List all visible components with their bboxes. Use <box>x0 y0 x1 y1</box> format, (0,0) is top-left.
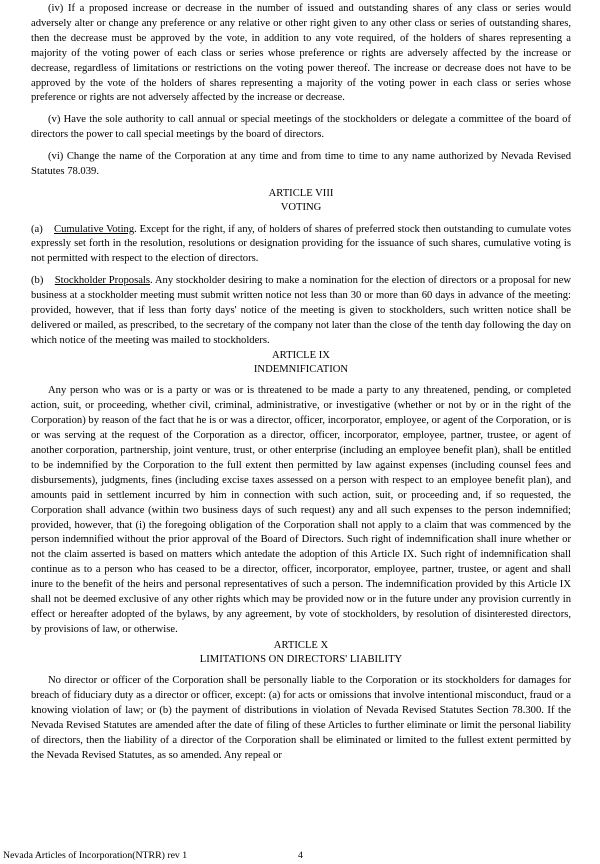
article-x-number: ARTICLE X <box>273 639 329 651</box>
document-page <box>31 2 571 764</box>
article-ix-title: INDEMNIFICATION <box>253 364 349 376</box>
section-a-text: . Except for the right, if any, of holders of shares of preferred stock then outstanding to cumulate votes expressly set forth in the resolution, resolutions or designation providing for the issuance of such shares, cumulative voting is not permitted with respect to the election of directors. <box>31 223 571 265</box>
article-viii-section-a <box>31 223 571 268</box>
section-a-heading: Cumulative Voting <box>54 223 135 235</box>
paragraph-v: (v) Have the sole authority to call annual or special meetings of the stockholders or delegate a committee of the board of directors the power to call special meetings by the board of directors. <box>31 114 571 141</box>
paragraph-vi: (vi) Change the name of the Corporation at any time and from time to time to any name authorized by Nevada Revised Statutes 78.039. <box>31 151 571 178</box>
section-b-text: . Any stockholder desiring to make a nomination for the election of directors or a proposal for new business at a stockholder meeting must submit written notice not less than 30 or more than 60 days in advance of the meeting: provided, however, that if less than forty days' notice of the meeting is given to stockholders, such written notice shall be delivered or mailed, as prescribed, to the secretary of the company not later than the close of the tenth day following the day on which notice of the meeting was mailed to stockholders. <box>31 275 572 346</box>
article-ix-heading <box>31 349 571 378</box>
footer-document-name: Nevada Articles of Incorporation(NTRR) rev 1 <box>3 850 188 861</box>
section-a-label: (a) <box>31 223 43 235</box>
article-viii-heading <box>31 187 571 216</box>
section-b-heading: Stockholder Proposals <box>54 275 150 287</box>
article-ix-body: Any person who was or is a party or was or is threatened to be made a party to any threatened, pending, or completed action, suit, or proceeding, whether civil, criminal, administrative, or investigative (whether or not by or in the right of the Corporation) by reason of the fact that he is or was a director, officer, incorporator, employee, or agent of the Corporation, or is or was serving at the request of the Corporation as a director, officer, incorporator, employee, partner, trustee, or agent of another corporation, partnership, joint venture, trust, or other enterprise (including an employee benefit plan), shall be entitled to be indemnified by the Corporation to the full extent then permitted by law against expenses (including counsel fees and disbursements), judgments, fines (including excise taxes assessed on a person with respect to an employee benefit plan), and amounts paid in settlement incurred by him in connection with such action, suit, or proceeding and, if so requested, the Corporation shall advance (within two business days of such request) any and all such expenses to the person indemnified; provided, however, that (i) the foregoing obligation of the Corporation shall not apply to a claim that was commenced by the person indemnified without the prior approval of the Board of Directors. Such right of indemnification shall inure whether or not the claim asserted is based on matters which antedate the adoption of this Article IX. Such right of indemnification shall continue as to a person who has ceased to be a director, officer, incorporator, employee, partner, trustee, or agent and shall inure to the benefit of the heirs and personal representatives of such a person. The indemnification provided by this Article IX shall not be deemed exclusive of any other rights which may be provided now or in the future under any provision currently in effect or hereafter adopted of the bylaws, by any agreement, by vote of stockholders, by resolution of disinterested directors, by provisions of law, or otherwise. <box>31 385 571 635</box>
article-x-title: LIMITATIONS ON DIRECTORS' LIABILITY <box>199 654 403 666</box>
article-viii-section-b <box>31 274 571 349</box>
paragraph-iv: (iv) If a proposed increase or decrease in the number of issued and outstanding shares of any class or series would adversely alter or change any preference or any relative or other right given to any other class or series of outstanding shares, then the decrease must be approved by the vote, in addition to any vote required, of the holders of shares representing a majority of the voting power of each class or series whose preference or rights are adversely affected by the increase or decrease, regardless of limitations or restrictions on the voting power thereof. The increase or decrease does not have to be approved by the vote of the holders of shares representing a majority of the voting power in each class or series whose preference or rights are not adversely affected by the increase or decrease. <box>31 3 571 104</box>
article-viii-title: VOTING <box>280 202 322 214</box>
footer-page-number: 4 <box>298 850 303 861</box>
article-x-heading <box>31 639 571 668</box>
article-ix-number: ARTICLE IX <box>272 349 330 361</box>
section-b-label: (b) <box>31 275 44 287</box>
article-x-body: No director or officer of the Corporation shall be personally liable to the Corporation or its stockholders for damages for breach of fiduciary duty as a director or officer, except: (a) for acts or omissions that involve intentional misconduct, fraud or a knowing violation of law; or (b) the payment of distributions in violation of Nevada Revised Statutes Section 78.300. If the Nevada Revised Statutes are amended after the date of filing of these Articles to further eliminate or limit the personal liability of directors, then the liability of a director of the Corporation shall be eliminated or limited to the fullest extent permitted by the Nevada Revised Statutes, as so amended. Any repeal or <box>31 675 571 761</box>
article-viii-number: ARTICLE VIII <box>268 187 334 199</box>
